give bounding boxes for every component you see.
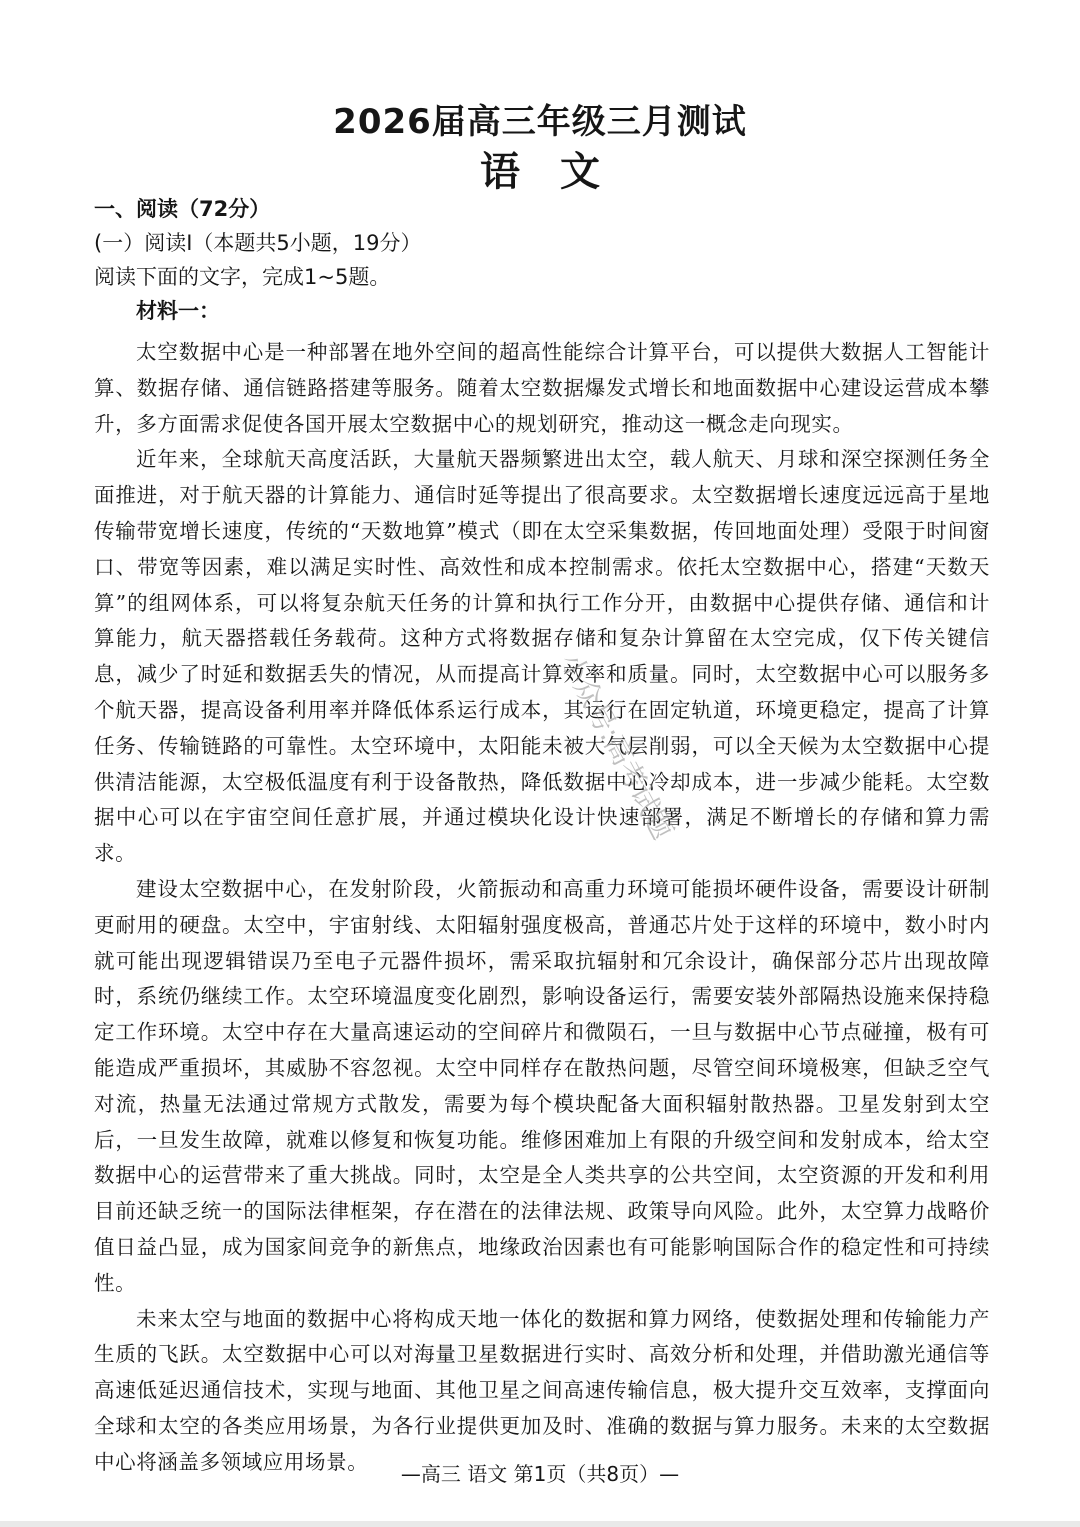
material-label: 材料一： [136,299,220,323]
passage-body [94,335,990,1481]
watermark-text: 小众号:高考试题 [553,647,680,845]
paragraph: 太空数据中心是一种部署在地外空间的超高性能综合计算平台，可以提供大数据人工智能计算、数据存储、通信链路搭建等服务。随着太空数据爆发式增长和地面数据中心建设运营成本攀升，多方面需求促使各国开展太空数据中心的规划研究，推动这一概念走向现实。 [94,340,990,436]
exam-title: 2026届高三年级三月测试 [333,102,747,142]
part-heading: (一）阅读Ⅰ（本题共5小题，19分） [94,231,422,255]
paragraph: 建设太空数据中心，在发射阶段，火箭振动和高重力环境可能损坏硬件设备，需要设计研制更耐用的硬盘。太空中，宇宙射线、太阳辐射强度极高，普通芯片处于这样的环境中，数小时内就可能出现逻辑错误乃至电子元器件损坏，需采取抗辐射和冗余设计，确保部分芯片出现故障时，系统仍继续工作。太空环境温度变化剧烈，影响设备运行，需要安装外部隔热设施来保持稳定工作环境。太空中存在大量高速运动的空间碎片和微陨石，一旦与数据中心节点碰撞，极有可能造成严重损坏，其威胁不容忽视。太空中同样存在散热问题，尽管空间环境极寒，但缺乏空气对流，热量无法通过常规方式散发，需要为每个模块配备大面积辐射散热器。卫星发射到太空后，一旦发生故障，就难以修复和恢复功能。维修困难加上有限的升级空间和发射成本，给太空数据中心的运营带来了重大挑战。同时，太空是全人类共享的公共空间，太空资源的开发和利用目前还缺乏统一的国际法律框架，存在潜在的法律法规、政策导向风险。此外，太空算力战略价值日益凸显，成为国家间竞争的新焦点，地缘政治因素也有可能影响国际合作的稳定性和可持续性。 [94,876,990,1295]
instruction-text: 阅读下面的文字，完成1~5题。 [94,265,391,289]
subject-title: 语 文 [480,149,600,195]
page-edge [0,1521,1080,1527]
section-heading: 一、阅读（72分） [94,197,271,221]
paragraph: 未来太空与地面的数据中心将构成天地一体化的数据和算力网络，使数据处理和传输能力产生质的飞跃。太空数据中心可以对海量卫星数据进行实时、高效分析和处理，并借助激光通信等高速低延迟通信技术，实现与地面、其他卫星之间高速传输信息，极大提升交互效率，支撑面向全球和太空的各类应用场景，为各行业提供更加及时、准确的数据与算力服务。未来的太空数据中心将涵盖多领域应用场景。 [94,1306,990,1474]
paragraph: 近年来，全球航天高度活跃，大量航天器频繁进出太空，载人航天、月球和深空探测任务全面推进，对于航天器的计算能力、通信时延等提出了很高要求。太空数据增长速度远远高于星地传输带宽增长速度，传统的“天数地算”模式（即在太空采集数据，传回地面处理）受限于时间窗口、带宽等因素，难以满足实时性、高效性和成本控制需求。依托太空数据中心，搭建“天数天算”的组网体系，可以将复杂航天任务的计算和执行工作分开，由数据中心提供存储、通信和计算能力，航天器搭载任务载荷。这种方式将数据存储和复杂计算留在太空完成，仅下传关键信息，减少了时延和数据丢失的情况，从而提高计算效率和质量。同时，太空数据中心可以服务多个航天器，提高设备利用率并降低体系运行成本，其运行在固定轨道，环境更稳定，提高了计算任务、传输链路的可靠性。太空环境中，太阳能未被大气层削弱，可以全天候为太空数据中心提供清洁能源，太空极低温度有利于设备散热，降低数据中心冷却成本，进一步减少能耗。太空数据中心可以在宇宙空间任意扩展，并通过模块化设计快速部署，满足不断增长的存储和算力需求。 [94,447,990,866]
page-footer: —高三 语文 第1页（共8页）— [400,1462,680,1486]
